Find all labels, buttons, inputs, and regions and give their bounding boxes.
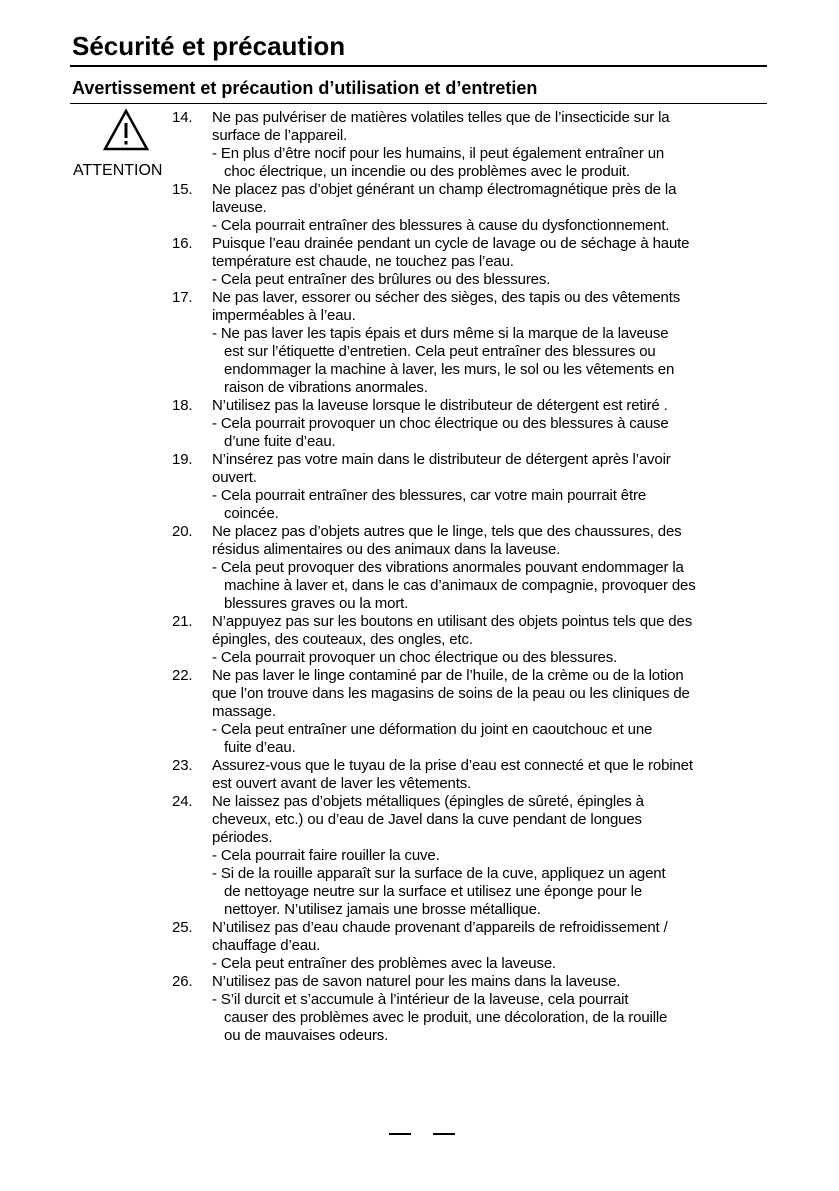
item-text-line: Ne pas laver le linge contaminé par de l’huile, de la crème ou de la lotion bbox=[212, 667, 684, 684]
consequence-text-line: endommager la machine à laver, les murs, le sol ou les vêtements en bbox=[224, 361, 675, 378]
list-item bbox=[172, 397, 772, 451]
item-text-line: Ne placez pas d’objet générant un champ électromagnétique près de la bbox=[212, 181, 677, 198]
item-text-line: N’utilisez pas d’eau chaude provenant d’appareils de refroidissement / bbox=[212, 919, 668, 936]
list-item bbox=[172, 451, 772, 523]
item-text-line: épingles, des couteaux, des ongles, etc. bbox=[212, 631, 473, 648]
consequence-text-line: - S’il durcit et s’accumule à l’intérieur de la laveuse, cela pourrait bbox=[212, 991, 629, 1008]
item-text-line: que l’on trouve dans les magasins de soins de la peau ou les cliniques de bbox=[212, 685, 690, 702]
consequence-text-line: - Cela pourrait entraîner des blessures à cause du dysfonctionnement. bbox=[212, 217, 670, 234]
item-number: 15. bbox=[172, 181, 193, 198]
item-text-line: massage. bbox=[212, 703, 276, 720]
item-consequence bbox=[212, 955, 772, 973]
item-number: 23. bbox=[172, 757, 193, 774]
footer-dash-left bbox=[389, 1133, 411, 1135]
page-title: Sécurité et précaution bbox=[72, 31, 346, 61]
item-text-line: laveuse. bbox=[212, 199, 267, 216]
item-consequence bbox=[212, 865, 772, 919]
attention-label: ATTENTION bbox=[73, 162, 163, 179]
item-number: 24. bbox=[172, 793, 193, 810]
consequence-text-line: - Cela peut entraîner une déformation du joint en caoutchouc et une bbox=[212, 721, 653, 738]
item-number: 16. bbox=[172, 235, 193, 252]
item-text-line: résidus alimentaires ou des animaux dans la laveuse. bbox=[212, 541, 561, 558]
consequence-text-line: - Cela pourrait faire rouiller la cuve. bbox=[212, 847, 440, 864]
consequence-text-line: coincée. bbox=[224, 505, 279, 522]
consequence-text-line: d’une fuite d’eau. bbox=[224, 433, 336, 450]
list-item bbox=[172, 289, 772, 397]
item-number: 19. bbox=[172, 451, 193, 468]
item-consequence bbox=[212, 649, 772, 667]
precaution-list bbox=[172, 109, 772, 1045]
consequence-text-line: ou de mauvaises odeurs. bbox=[224, 1027, 389, 1044]
consequence-text-line: - En plus d’être nocif pour les humains, il peut également entraîner un bbox=[212, 145, 665, 162]
item-text-line: surface de l’appareil. bbox=[212, 127, 348, 144]
item-number: 22. bbox=[172, 667, 193, 684]
consequence-text-line: - Cela peut entraîner des problèmes avec la laveuse. bbox=[212, 955, 557, 972]
item-text-line: cheveux, etc.) ou d’eau de Javel dans la cuve pendant de longues bbox=[212, 811, 642, 828]
item-number: 14. bbox=[172, 109, 193, 126]
item-text-line: chauffage d’eau. bbox=[212, 937, 321, 954]
consequence-text-line: nettoyer. N’utilisez jamais une brosse métallique. bbox=[224, 901, 541, 918]
item-consequence bbox=[212, 487, 772, 523]
item-consequence bbox=[212, 559, 772, 613]
item-text-line: N’appuyez pas sur les boutons en utilisant des objets pointus tels que des bbox=[212, 613, 693, 630]
list-item bbox=[172, 667, 772, 757]
item-number: 21. bbox=[172, 613, 193, 630]
item-text-line: Ne laissez pas d’objets métalliques (épingles de sûreté, épingles à bbox=[212, 793, 644, 810]
subtitle-divider bbox=[70, 103, 767, 104]
section-subtitle: Avertissement et précaution d’utilisation et d’entretien bbox=[72, 78, 538, 98]
list-item bbox=[172, 613, 772, 667]
warning-triangle-icon bbox=[102, 108, 150, 152]
consequence-text-line: - Cela pourrait provoquer un choc électrique ou des blessures à cause bbox=[212, 415, 669, 432]
consequence-text-line: raison de vibrations anormales. bbox=[224, 379, 428, 396]
item-number: 18. bbox=[172, 397, 193, 414]
item-consequence bbox=[212, 325, 772, 397]
list-item bbox=[172, 757, 772, 793]
consequence-text-line: de nettoyage neutre sur la surface et utilisez une éponge pour le bbox=[224, 883, 643, 900]
item-consequence bbox=[212, 991, 772, 1045]
list-item bbox=[172, 109, 772, 181]
item-consequence bbox=[212, 847, 772, 865]
list-item bbox=[172, 523, 772, 613]
consequence-text-line: fuite d’eau. bbox=[224, 739, 296, 756]
footer-dash-right bbox=[433, 1133, 455, 1135]
consequence-text-line: machine à laver et, dans le cas d’animaux de compagnie, provoquer des bbox=[224, 577, 696, 594]
consequence-text-line: - Cela pourrait provoquer un choc électrique ou des blessures. bbox=[212, 649, 618, 666]
item-text-line: N’utilisez pas la laveuse lorsque le distributeur de détergent est retiré . bbox=[212, 397, 668, 414]
item-text-line: Ne pas pulvériser de matières volatiles telles que de l’insecticide sur la bbox=[212, 109, 670, 126]
list-item bbox=[172, 181, 772, 235]
item-text-line: N’utilisez pas de savon naturel pour les mains dans la laveuse. bbox=[212, 973, 621, 990]
item-consequence bbox=[212, 721, 772, 757]
item-text-line: est ouvert avant de laver les vêtements. bbox=[212, 775, 472, 792]
item-text-line: N’insérez pas votre main dans le distributeur de détergent après l’avoir bbox=[212, 451, 671, 468]
list-item bbox=[172, 919, 772, 973]
list-item bbox=[172, 235, 772, 289]
item-text-line: imperméables à l’eau. bbox=[212, 307, 356, 324]
consequence-text-line: est sur l’étiquette d’entretien. Cela peut entraîner des blessures ou bbox=[224, 343, 656, 360]
consequence-text-line: - Si de la rouille apparaît sur la surface de la cuve, appliquez un agent bbox=[212, 865, 666, 882]
consequence-text-line: blessures graves ou la mort. bbox=[224, 595, 409, 612]
item-text-line: Ne pas laver, essorer ou sécher des sièges, des tapis ou des vêtements bbox=[212, 289, 681, 306]
item-text-line: périodes. bbox=[212, 829, 273, 846]
list-item bbox=[172, 793, 772, 919]
item-consequence bbox=[212, 415, 772, 451]
item-text-line: Puisque l’eau drainée pendant un cycle de lavage ou de séchage à haute bbox=[212, 235, 690, 252]
consequence-text-line: - Ne pas laver les tapis épais et durs même si la marque de la laveuse bbox=[212, 325, 669, 342]
item-text-line: ouvert. bbox=[212, 469, 257, 486]
consequence-text-line: - Cela peut entraîner des brûlures ou des blessures. bbox=[212, 271, 551, 288]
item-consequence bbox=[212, 271, 772, 289]
item-text-line: Ne placez pas d’objets autres que le linge, tels que des chaussures, des bbox=[212, 523, 682, 540]
consequence-text-line: - Cela pourrait entraîner des blessures, car votre main pourrait être bbox=[212, 487, 647, 504]
item-number: 20. bbox=[172, 523, 193, 540]
page-footer bbox=[389, 1127, 455, 1141]
item-number: 25. bbox=[172, 919, 193, 936]
item-consequence bbox=[212, 217, 772, 235]
consequence-text-line: choc électrique, un incendie ou des problèmes avec le produit. bbox=[224, 163, 630, 180]
item-number: 26. bbox=[172, 973, 193, 990]
list-item bbox=[172, 973, 772, 1045]
item-consequence bbox=[212, 145, 772, 181]
consequence-text-line: - Cela peut provoquer des vibrations anormales pouvant endommager la bbox=[212, 559, 684, 576]
item-text-line: température est chaude, ne touchez pas l’eau. bbox=[212, 253, 514, 270]
consequence-text-line: causer des problèmes avec le produit, une décoloration, de la rouille bbox=[224, 1009, 668, 1026]
title-divider bbox=[70, 65, 767, 67]
item-number: 17. bbox=[172, 289, 193, 306]
item-text-line: Assurez-vous que le tuyau de la prise d’eau est connecté et que le robinet bbox=[212, 757, 693, 774]
